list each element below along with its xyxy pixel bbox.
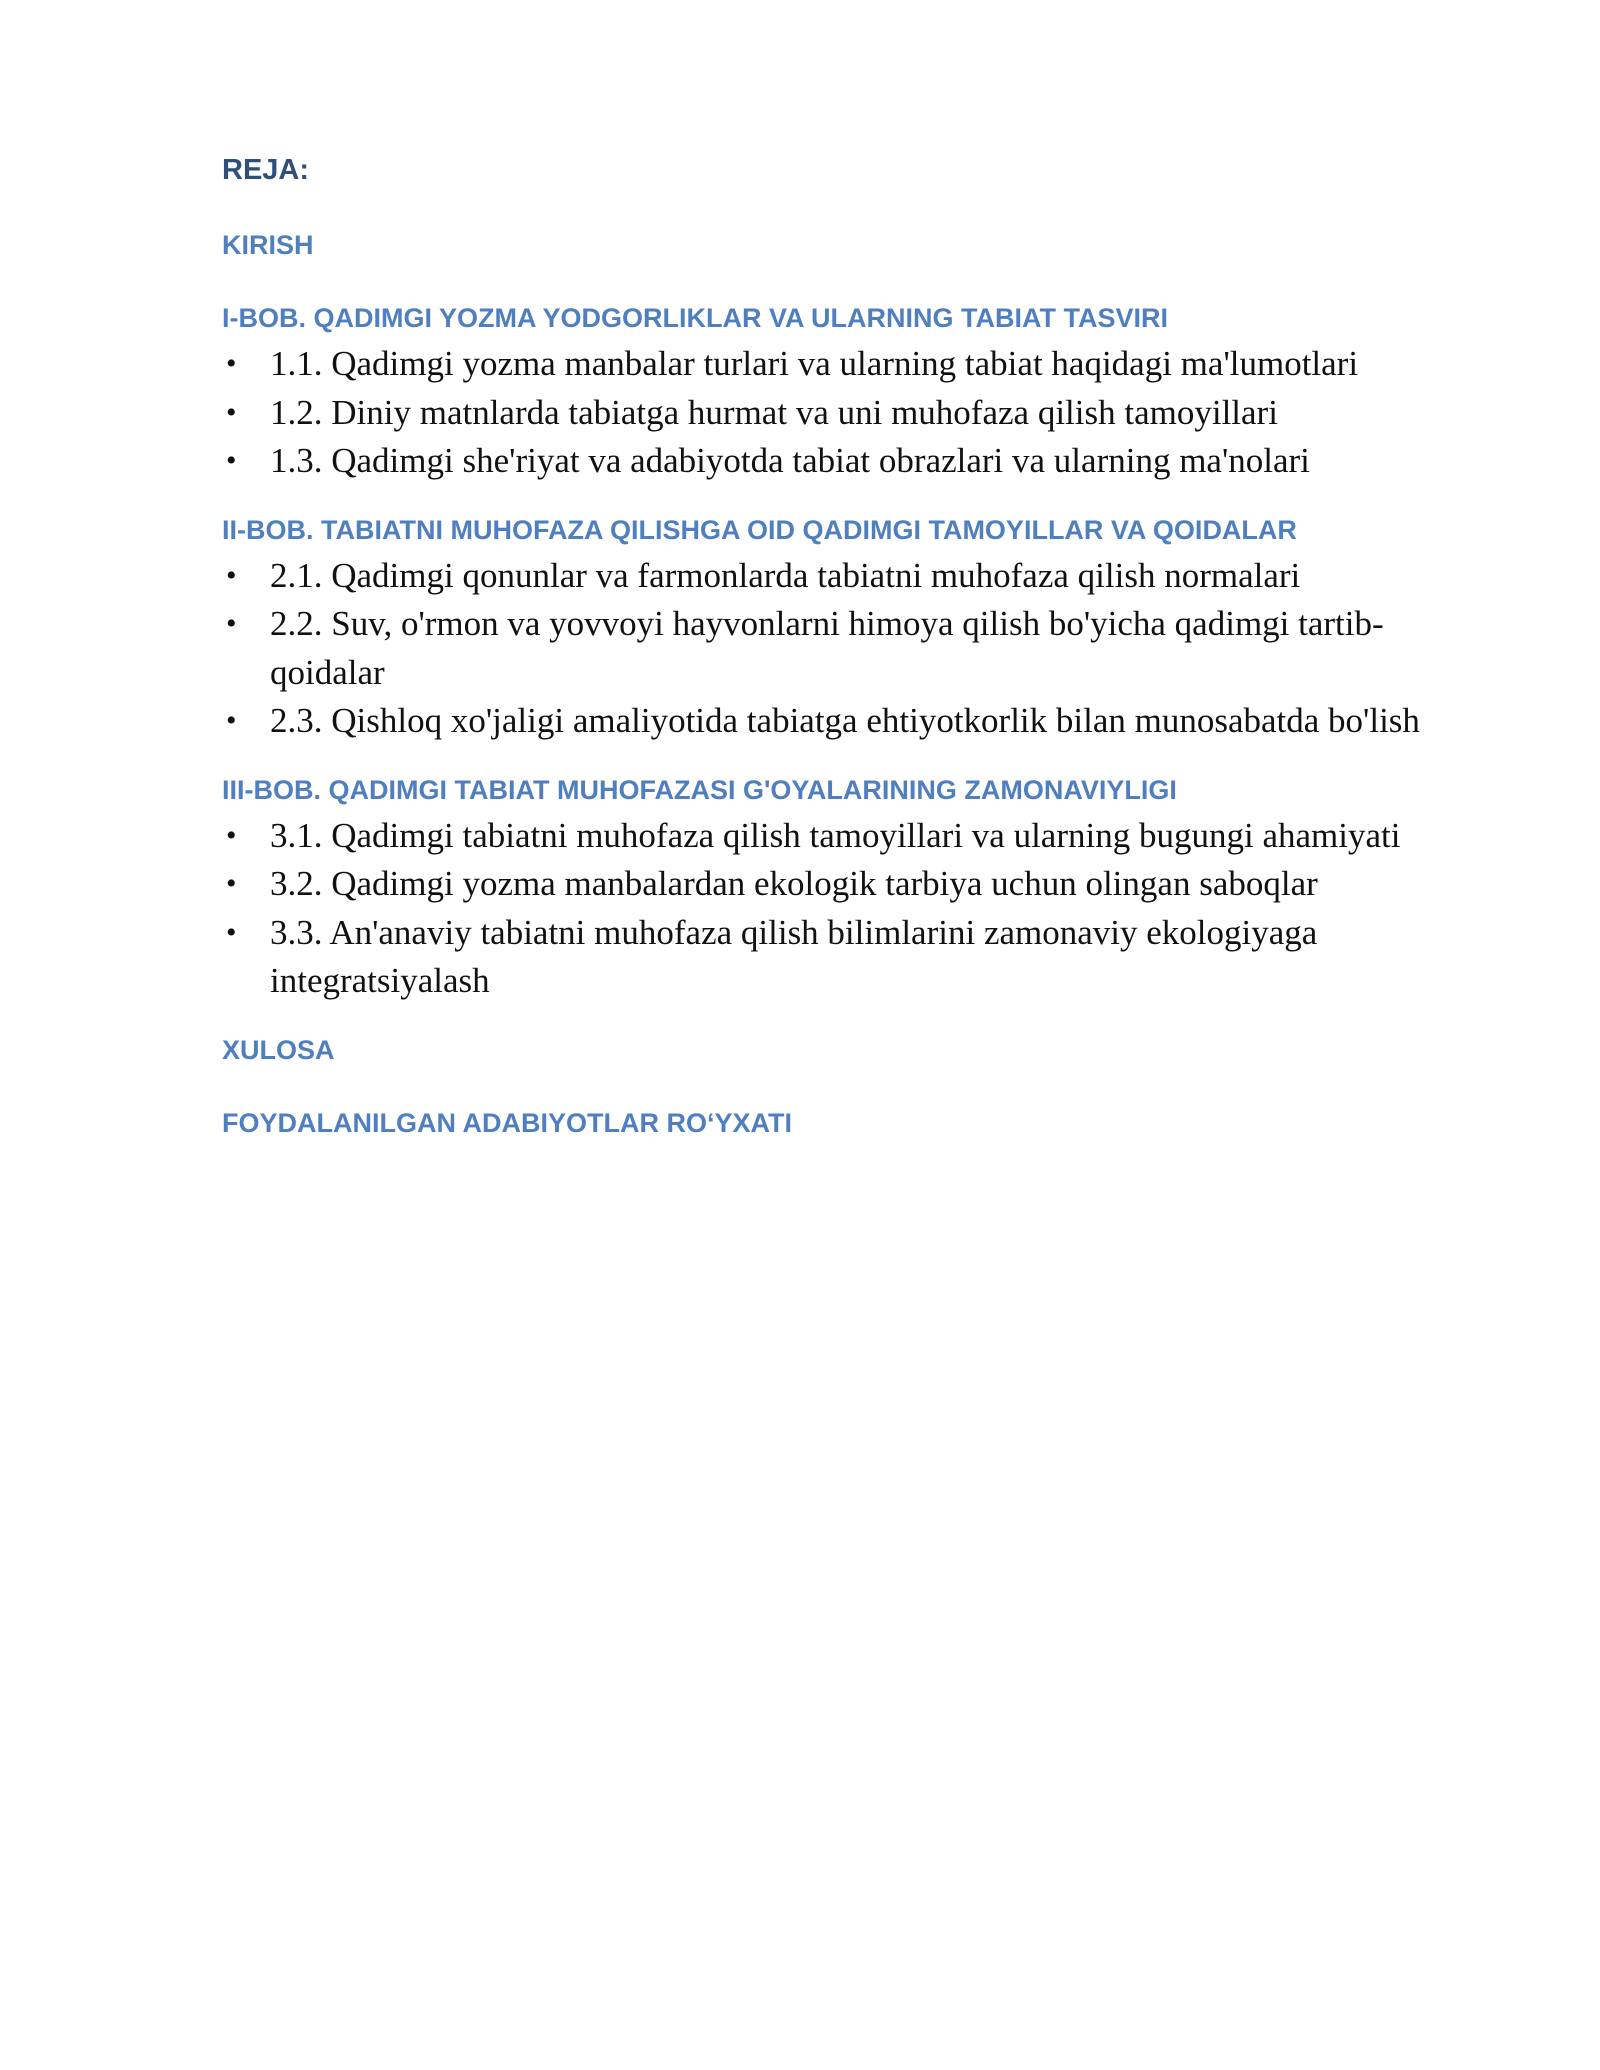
- list-item: [222, 909, 1482, 1006]
- list-item: [222, 552, 1482, 601]
- list-item: [222, 600, 1482, 697]
- bullet-icon: •: [226, 444, 237, 477]
- bullet-icon: •: [226, 558, 237, 592]
- bullet-icon: •: [226, 607, 237, 640]
- chapter-item-list: [222, 552, 1482, 746]
- chapter-item-list: [222, 812, 1482, 1006]
- bullet-icon: •: [226, 915, 237, 949]
- list-item-text: 1.3. Qadimgi she'riyat va adabiyotda tabiat obrazlari va ularning ma'nolari: [270, 441, 1310, 480]
- document-page: [222, 150, 1482, 1141]
- chapter-heading: III-BOB. QADIMGI TABIAT MUHOFAZASI G'OYALARINING ZAMONAVIYLIGI: [222, 774, 1177, 805]
- heading-conclusion: XULOSA: [222, 1034, 335, 1065]
- chapter-item-list: [222, 340, 1482, 486]
- bullet-icon: •: [226, 818, 237, 852]
- list-item: [222, 812, 1482, 861]
- list-item-text: 3.1. Qadimgi tabiatni muhofaza qilish tamoyillari va ularning bugungi ahamiyati: [270, 815, 1401, 855]
- list-item: [222, 437, 1482, 486]
- bullet-icon: •: [226, 867, 237, 900]
- chapter-2: [222, 512, 1482, 746]
- list-item-text: 3.3. An'anaviy tabiatni muhofaza qilish bilimlarini zamonaviy ekologiyaga integratsiyalash: [270, 912, 1318, 1000]
- list-item: [222, 697, 1482, 746]
- bullet-icon: •: [226, 347, 237, 380]
- list-item-text: 3.2. Qadimgi yozma manbalardan ekologik tarbiya uchun olingan saboqlar: [270, 864, 1318, 903]
- chapter-heading: II-BOB. TABIATNI MUHOFAZA QILISHGA OID QADIMGI TAMOYILLAR VA QOIDALAR: [222, 514, 1297, 545]
- page-title: REJA:: [222, 154, 310, 186]
- heading-references: FOYDALANILGAN ADABIYOTLAR RO‘YXATI: [222, 1107, 792, 1138]
- chapter-1: [222, 300, 1482, 486]
- list-item: [222, 340, 1482, 389]
- list-item: [222, 860, 1482, 909]
- list-item-text: 1.1. Qadimgi yozma manbalar turlari va ularning tabiat haqidagi ma'lumotlari: [270, 344, 1359, 383]
- chapter-heading: I-BOB. QADIMGI YOZMA YODGORLIKLAR VA ULARNING TABIAT TASVIRI: [222, 303, 1168, 333]
- list-item-text: 1.2. Diniy matnlarda tabiatga hurmat va uni muhofaza qilish tamoyillari: [270, 392, 1278, 432]
- list-item-text: 2.2. Suv, o'rmon va yovvoyi hayvonlarni himoya qilish bo'yicha qadimgi tartib-qoidalar: [270, 604, 1384, 692]
- bullet-icon: •: [226, 704, 237, 737]
- chapter-3: [222, 772, 1482, 1006]
- list-item-text: 2.1. Qadimgi qonunlar va farmonlarda tabiatni muhofaza qilish normalari: [270, 555, 1301, 595]
- list-item-text: 2.3. Qishloq xo'jaligi amaliyotida tabiatga ehtiyotkorlik bilan munosabatda bo'lish: [270, 701, 1420, 740]
- heading-intro: KIRISH: [222, 230, 314, 260]
- list-item: [222, 389, 1482, 438]
- bullet-icon: •: [226, 395, 237, 429]
